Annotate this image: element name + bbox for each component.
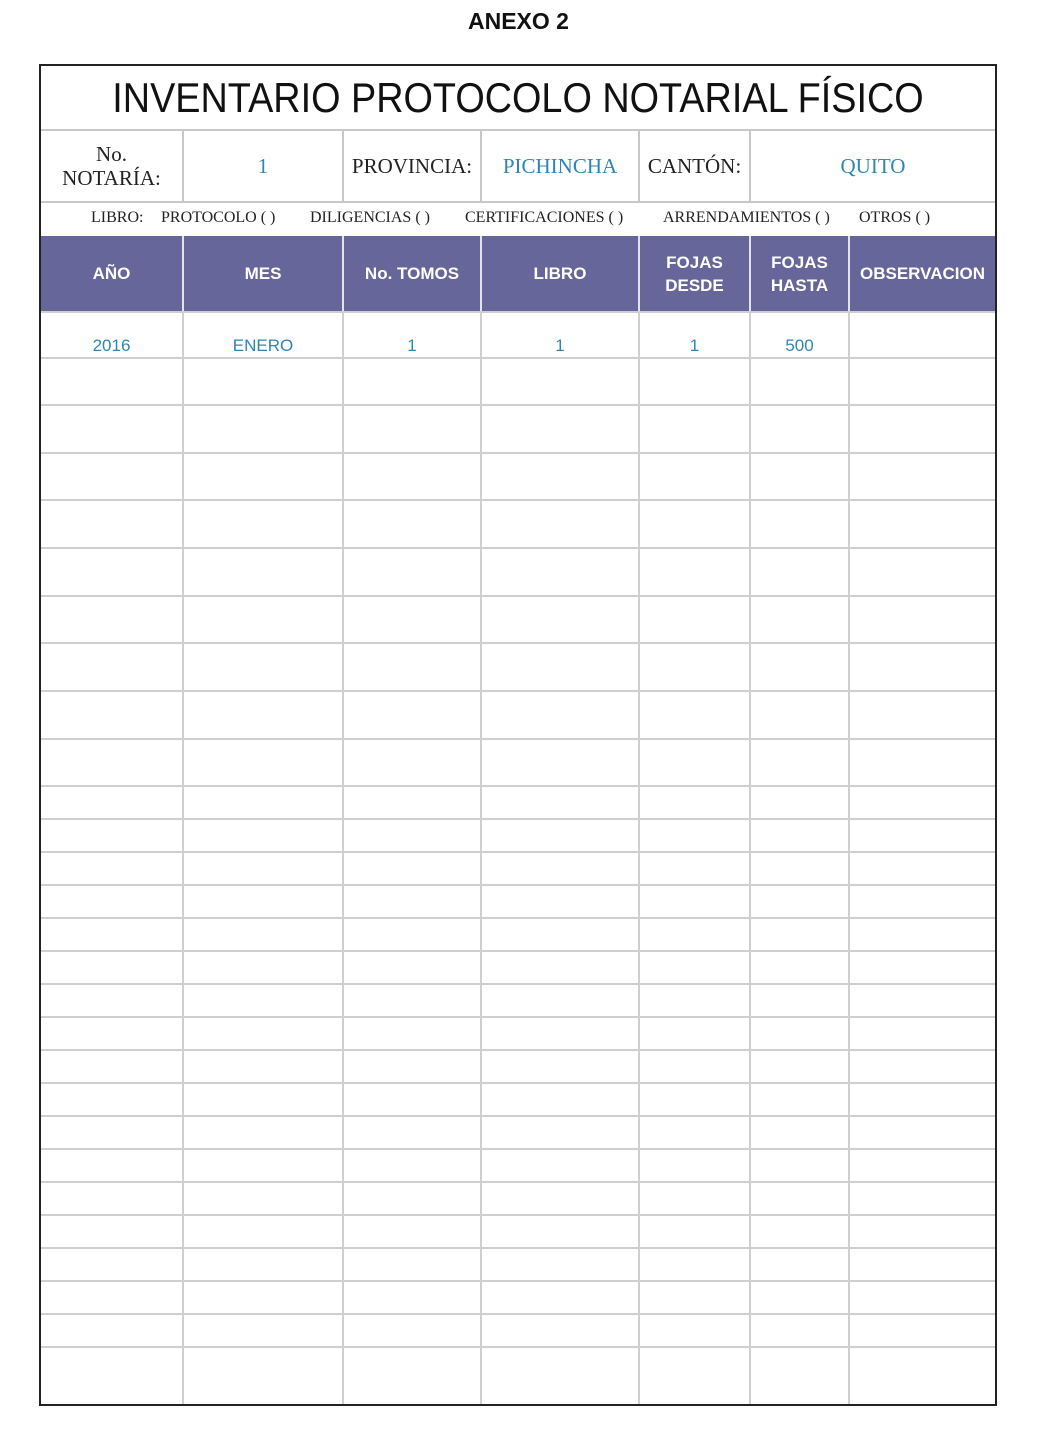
row-divider	[41, 917, 995, 919]
row-divider	[41, 452, 995, 454]
table-body	[41, 311, 995, 1404]
row-divider	[41, 547, 995, 549]
row-divider	[41, 404, 995, 406]
cell-libro[interactable]: 1	[555, 336, 565, 355]
inventory-form	[39, 64, 997, 1406]
row-divider	[41, 1181, 995, 1183]
provincia-label: PROVINCIA:	[351, 153, 473, 178]
column-header-fojas-desde: FOJAS DESDE	[665, 252, 724, 295]
option-certificaciones[interactable]: CERTIFICACIONES ( )	[465, 209, 624, 226]
cell-tomos[interactable]: 1	[407, 336, 417, 355]
row-divider	[41, 851, 995, 853]
row-divider	[41, 311, 995, 313]
row-divider	[41, 642, 995, 644]
row-divider	[41, 884, 995, 886]
row-divider	[41, 1247, 995, 1249]
cell-anio[interactable]: 2016	[92, 336, 131, 355]
table-header	[41, 236, 995, 311]
column-divider	[182, 311, 184, 1404]
info-row	[41, 131, 995, 201]
column-divider	[638, 311, 640, 1404]
column-header-fojas-hasta: FOJAS HASTA	[770, 252, 829, 295]
row-divider	[41, 1280, 995, 1282]
row-divider	[41, 738, 995, 740]
cell-mes[interactable]: ENERO	[232, 336, 294, 355]
notaria-label: No. NOTARÍA:	[62, 142, 161, 190]
canton-label: CANTÓN:	[647, 153, 742, 178]
column-header-libro: LIBRO	[533, 264, 587, 283]
option-protocolo[interactable]: PROTOCOLO ( )	[161, 209, 276, 226]
column-divider	[848, 311, 850, 1404]
option-otros[interactable]: OTROS ( )	[859, 209, 931, 226]
canton-value[interactable]: QUITO	[840, 153, 906, 178]
row-divider	[41, 357, 995, 359]
row-divider	[41, 1214, 995, 1216]
form-title: INVENTARIO PROTOCOLO NOTARIAL FÍSICO	[112, 74, 924, 121]
column-divider	[480, 311, 482, 1404]
column-header-tomos: No. TOMOS	[364, 264, 460, 283]
row-divider	[41, 1313, 995, 1315]
column-header-anio: AÑO	[92, 264, 131, 283]
row-divider	[41, 1082, 995, 1084]
column-header-mes: MES	[244, 264, 282, 283]
column-divider	[749, 311, 751, 1404]
row-divider	[41, 950, 995, 952]
row-divider	[41, 595, 995, 597]
row-divider	[41, 1049, 995, 1051]
cell-fojas-desde[interactable]: 1	[689, 336, 700, 355]
row-divider	[41, 1115, 995, 1117]
row-divider	[41, 785, 995, 787]
option-arrendamientos[interactable]: ARRENDAMIENTOS ( )	[663, 209, 830, 226]
row-divider	[41, 818, 995, 820]
row-divider	[41, 499, 995, 501]
provincia-value[interactable]: PICHINCHA	[502, 153, 618, 178]
row-divider	[41, 983, 995, 985]
row-divider	[41, 690, 995, 692]
libro-options	[41, 203, 995, 235]
libro-label: LIBRO:	[91, 209, 144, 226]
notaria-value[interactable]: 1	[257, 153, 269, 178]
row-divider	[41, 1346, 995, 1348]
column-divider	[342, 311, 344, 1404]
cell-fojas-hasta[interactable]: 500	[785, 336, 814, 355]
row-divider	[41, 1016, 995, 1018]
option-diligencias[interactable]: DILIGENCIAS ( )	[310, 209, 430, 226]
row-divider	[41, 1148, 995, 1150]
annex-title: ANEXO 2	[468, 8, 569, 34]
column-header-observacion: OBSERVACION	[859, 264, 985, 283]
